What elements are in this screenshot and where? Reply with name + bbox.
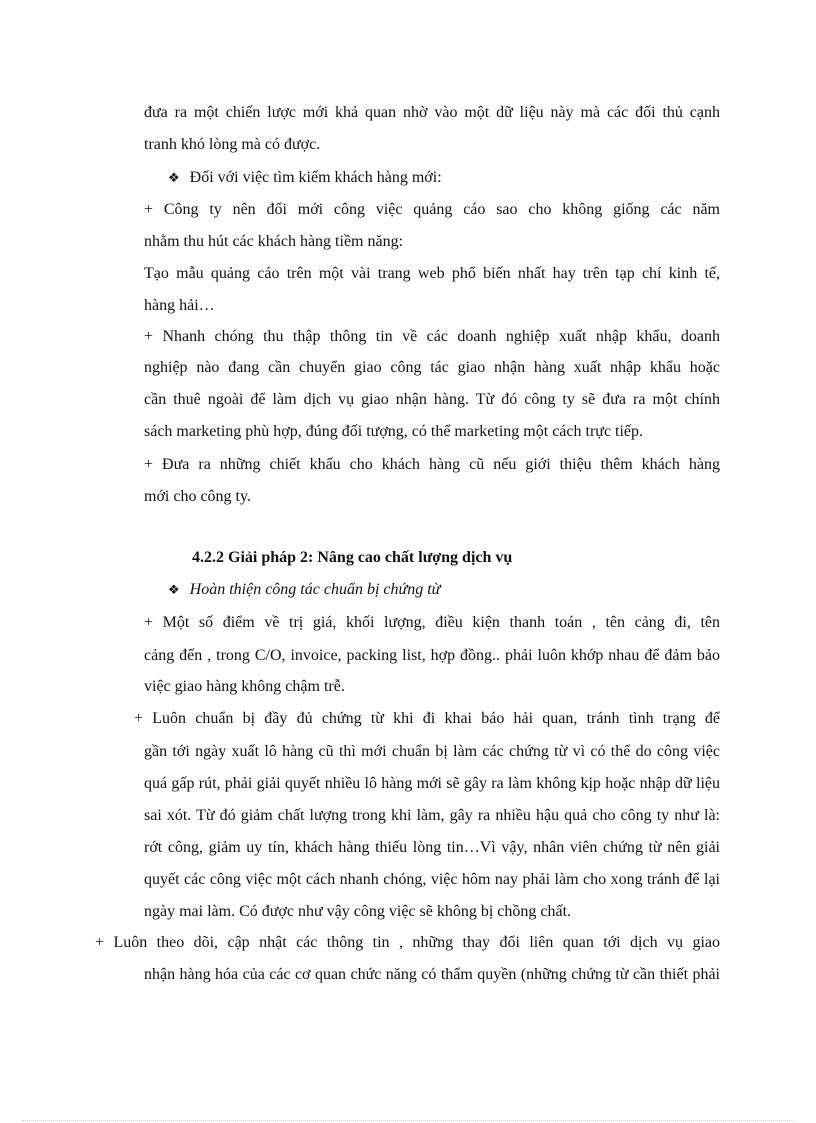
- bullet-text: Hoàn thiện công tác chuẩn bị chứng từ: [189, 581, 441, 598]
- bullet-item: [168, 168, 442, 189]
- paragraph-line: + Công ty nên đổi mới công việc quảng cáo sao cho không giống các năm: [144, 201, 720, 218]
- bullet-item: [168, 580, 440, 601]
- paragraph-line: + Nhanh chóng thu thập thông tin về các doanh nghiệp xuất nhập khẩu, doanh: [144, 328, 720, 345]
- paragraph-line: quá gấp rút, phải giải quyết nhiều lô hàng mới sẽ gây ra làm không kịp hoặc nhập dữ liệu: [144, 775, 720, 792]
- page-bottom-rule: [22, 1120, 794, 1121]
- bullet-text: Đối với việc tìm kiếm khách hàng mới:: [189, 169, 442, 186]
- paragraph-line: quyết các công việc một cách nhanh chóng, việc hôm nay phải làm cho xong tránh để lại: [144, 871, 720, 888]
- paragraph-line: sách marketing phù hợp, đúng đối tượng, có thể marketing một cách trực tiếp.: [144, 423, 644, 440]
- paragraph-line: + Một số điểm về trị giá, khối lượng, điều kiện thanh toán , tên cảng đi, tên: [144, 614, 720, 631]
- paragraph-line: đưa ra một chiến lược mới khả quan nhờ vào một dữ liệu này mà các đối thủ cạnh: [144, 104, 720, 121]
- paragraph-line: Tạo mẫu quảng cáo trên một vài trang web phổ biến nhất hay trên tạp chí kinh tế,: [144, 265, 720, 282]
- paragraph-line: + Luôn chuẩn bị đầy đủ chứng từ khi đi khai báo hải quan, tránh tình trạng để: [134, 710, 720, 727]
- paragraph-line: cần thuê ngoài để làm dịch vụ giao nhận hàng. Từ đó công ty sẽ đưa ra một chính: [144, 391, 720, 408]
- diamond-bullet-icon: ❖: [168, 583, 180, 598]
- paragraph-line: nhằm thu hút các khách hàng tiềm năng:: [144, 233, 404, 250]
- paragraph-line: + Luôn theo dõi, cập nhật các thông tin , những thay đổi liên quan tới dịch vụ giao: [95, 934, 720, 951]
- paragraph-line: ngày mai làm. Có được như vậy công việc sẽ không bị chồng chất.: [144, 903, 572, 920]
- paragraph-line: nghiệp nào đang cần chuyển giao công tác giao nhận hàng xuất nhập khẩu hoặc: [144, 359, 720, 376]
- paragraph-line: tranh khó lòng mà có được.: [144, 136, 321, 153]
- paragraph-line: + Đưa ra những chiết khấu cho khách hàng cũ nếu giới thiệu thêm khách hàng: [144, 456, 720, 473]
- section-heading: 4.2.2 Giải pháp 2: Nâng cao chất lượng dịch vụ: [192, 549, 513, 566]
- paragraph-line: sai xót. Từ đó giảm chất lượng trong khi làm, gây ra nhiều hậu quả cho công ty như là:: [144, 807, 720, 824]
- paragraph-line: nhận hàng hóa của các cơ quan chức năng có thẩm quyền (những chứng từ cần thiết phải: [144, 966, 720, 983]
- paragraph-line: việc giao hàng không chậm trễ.: [144, 678, 345, 695]
- paragraph-line: rớt công, giảm uy tín, khách hàng thiếu lòng tin…Vì vậy, nhân viên chứng từ nên giải: [144, 839, 720, 856]
- paragraph-line: cảng đến , trong C/O, invoice, packing list, hợp đồng.. phải luôn khớp nhau để đảm bảo: [144, 647, 720, 664]
- paragraph-line: gần tới ngày xuất lô hàng cũ thì mới chuẩn bị làm các chứng từ vì có thể do công việc: [144, 743, 720, 760]
- paragraph-line: hàng hải…: [144, 297, 215, 314]
- diamond-bullet-icon: ❖: [168, 171, 180, 186]
- paragraph-line: mới cho công ty.: [144, 488, 251, 505]
